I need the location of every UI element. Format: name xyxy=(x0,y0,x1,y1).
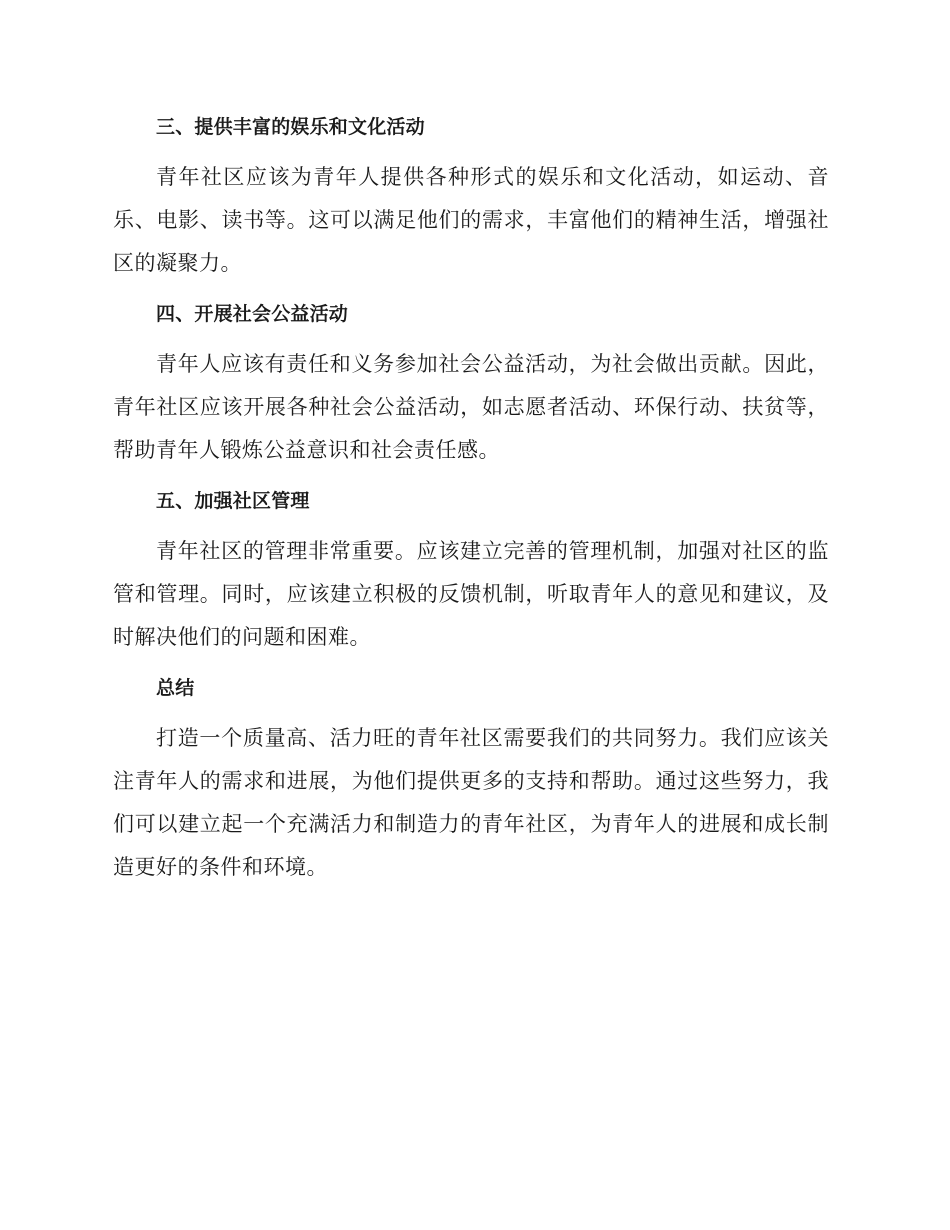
section-paragraph: 青年人应该有责任和义务参加社会公益活动，为社会做出贡献。因此，青年社区应该开展各种社会公益活动，如志愿者活动、环保行动、扶贫等，帮助青年人锻炼公益意识和社会责任感。 xyxy=(113,352,829,462)
section-summary xyxy=(113,667,829,889)
section-heading: 总结 xyxy=(156,677,195,699)
section-heading: 四、开展社会公益活动 xyxy=(156,303,349,325)
section-entertainment xyxy=(113,106,829,285)
section-public-welfare xyxy=(113,293,829,472)
section-paragraph: 青年社区的管理非常重要。应该建立完善的管理机制，加强对社区的监管和管理。同时，应该建立积极的反馈机制，听取青年人的意见和建议，及时解决他们的问题和困难。 xyxy=(113,539,829,649)
section-heading: 三、提供丰富的娱乐和文化活动 xyxy=(156,116,425,138)
section-paragraph: 打造一个质量高、活力旺的青年社区需要我们的共同努力。我们应该关注青年人的需求和进展，为他们提供更多的支持和帮助。通过这些努力，我们可以建立起一个充满活力和制造力的青年社区，为青年人的进展和成长制造更好的条件和环境。 xyxy=(113,726,829,879)
document-page xyxy=(113,106,829,897)
section-paragraph: 青年社区应该为青年人提供各种形式的娱乐和文化活动，如运动、音乐、电影、读书等。这可以满足他们的需求，丰富他们的精神生活，增强社区的凝聚力。 xyxy=(113,165,829,275)
section-management xyxy=(113,480,829,659)
section-heading: 五、加强社区管理 xyxy=(156,490,310,512)
